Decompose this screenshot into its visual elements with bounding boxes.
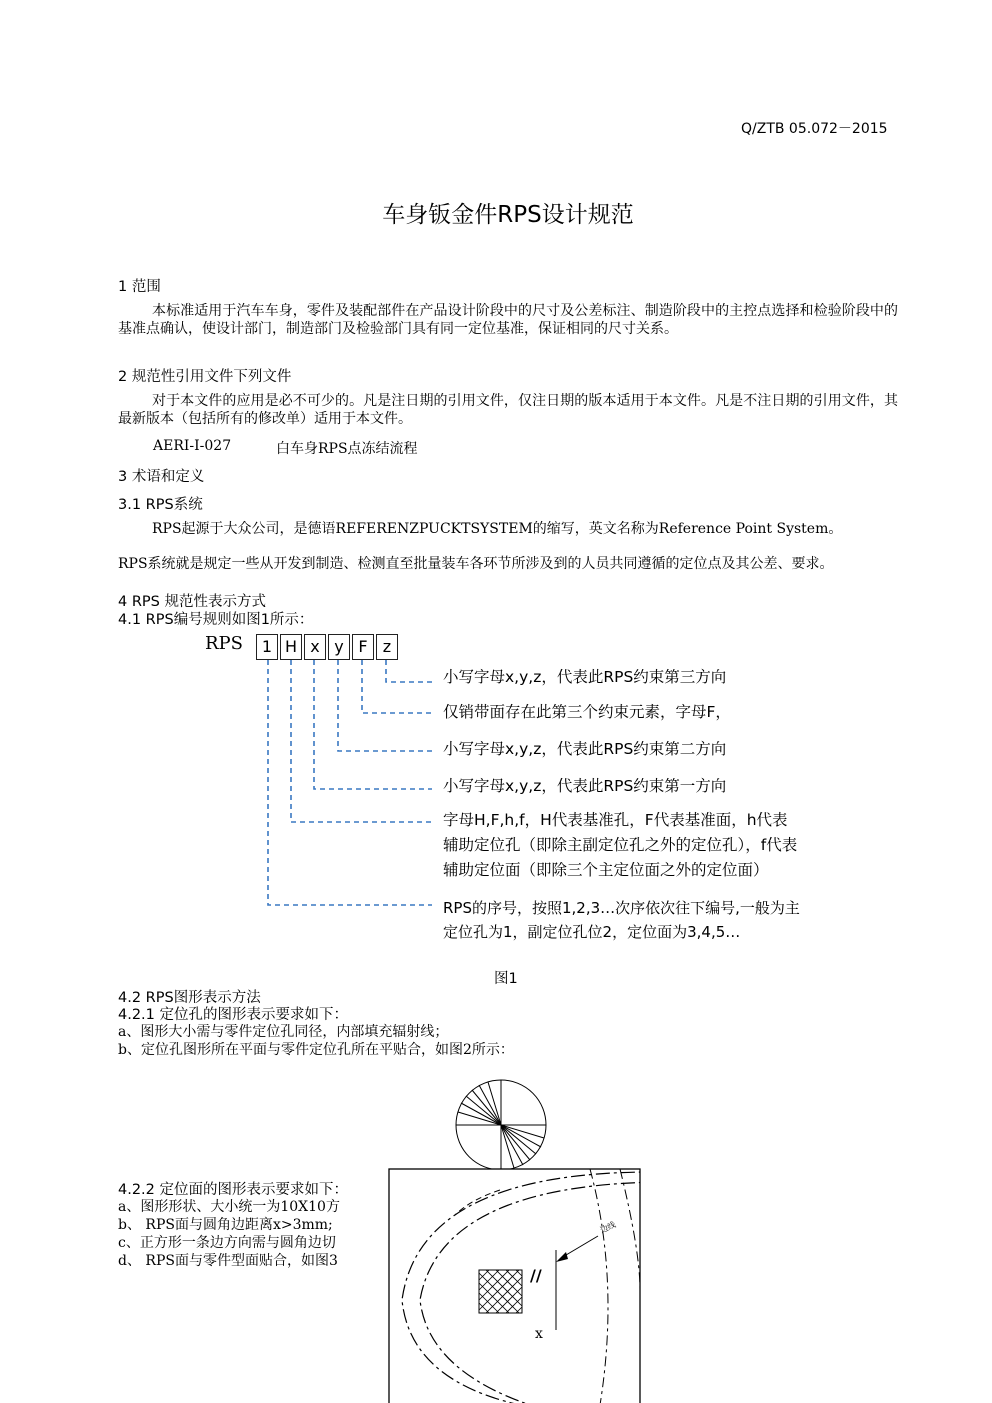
document-code: Q/ZTB 05.072－2015	[741, 121, 888, 137]
section-4-2-2-item-d: d、 RPS面与零件型面贴合，如图3	[118, 1253, 338, 1269]
section-4-2-2-item-b: b、 RPS面与圆角边距离x>3mm;	[118, 1217, 333, 1233]
rps-prefix: RPS	[205, 633, 243, 654]
section-4-2-1-item-a: a、图形大小需与零件定位孔同径，内部填充辐射线；	[118, 1024, 449, 1040]
annotation-sequence: RPS的序号，按照1,2,3…次序依次往下编号,一般为主定位孔为1，副定位孔位2，定位面为3,4,5…	[443, 899, 800, 941]
section-4-2-2-heading: 4.2.2 定位面的图形表示要求如下：	[118, 1182, 349, 1198]
section-4-2-2-item-a: a、图形形状、大小统一为10X10方	[118, 1199, 340, 1215]
code-box-type: H	[280, 634, 302, 660]
reference-code: AERI-I-027	[153, 438, 232, 454]
section-4-2-2-item-c: c、正方形一条边方向需与圆角边切	[118, 1235, 336, 1251]
section-1-heading: 1 范围	[118, 279, 161, 295]
annotation-type: 字母H,F,h,f，H代表基准孔，F代表基准面，h代表辅助定位孔（即除主副定位孔之外的定位孔），f代表辅助定位面（即除三个主定位面之外的定位面）	[443, 811, 798, 879]
section-4-2-1-item-b: b、定位孔图形所在平面与零件定位孔所在平贴合，如图2所示：	[118, 1042, 514, 1058]
section-4-2-1-heading: 4.2.1 定位孔的图形表示要求如下：	[118, 1007, 349, 1023]
code-box-dir2: y	[328, 634, 350, 660]
section-3-1-text-1: RPS起源于大众公司，是德语REFERENZPUCKTSYSTEM的缩写，英文名称为Reference Point System。	[152, 521, 843, 537]
annotation-face: 仅销带面存在此第三个约束元素，字母F，	[443, 703, 731, 721]
code-box-face: F	[352, 634, 374, 660]
code-box-sequence: 1	[256, 634, 278, 660]
section-2-text: 对于本文件的应用是必不可少的。凡是注日期的引用文件，仅注日期的版本适用于本文件。凡是不注日期的引用文件，其最新版本（包括所有的修改单）适用于本文件。	[118, 393, 898, 427]
section-3-heading: 3 术语和定义	[118, 469, 205, 485]
code-box-dir3: z	[376, 634, 398, 660]
section-1-text: 本标准适用于汽车车身，零件及装配部件在产品设计阶段中的尺寸及公差标注、制造阶段中的主控点选择和检验阶段中的基准点确认，使设计部门，制造部门及检验部门具有同一定位基准，保证相同的尺寸关系。	[118, 303, 898, 337]
section-3-1-heading: 3.1 RPS系统	[118, 497, 203, 513]
section-2-heading: 2 规范性引用文件下列文件	[118, 369, 292, 385]
document-title: 车身钣金件RPS设计规范	[382, 202, 634, 228]
section-4-1-heading: 4.1 RPS编号规则如图1所示：	[118, 612, 314, 628]
section-3-1-text-2: RPS系统就是规定一些从开发到制造、检测直至批量装车各环节所涉及到的人员共同遵循的定位点及其公差、要求。	[118, 556, 834, 572]
side-line-label: 边线	[598, 1220, 618, 1235]
figure-1-caption: 图1	[494, 971, 518, 987]
section-4-heading: 4 RPS 规范性表示方式	[118, 594, 266, 610]
code-box-dir1: x	[304, 634, 326, 660]
parallel-symbol: //	[530, 1266, 542, 1285]
section-4-2-heading: 4.2 RPS图形表示方法	[118, 990, 261, 1006]
distance-label-x: x	[535, 1326, 543, 1342]
annotation-dir1: 小写字母x,y,z，代表此RPS约束第一方向	[443, 777, 727, 795]
reference-title: 白车身RPS点冻结流程	[276, 441, 418, 457]
annotation-dir3: 小写字母x,y,z，代表此RPS约束第三方向	[443, 668, 727, 686]
annotation-dir2: 小写字母x,y,z，代表此RPS约束第二方向	[443, 740, 727, 758]
